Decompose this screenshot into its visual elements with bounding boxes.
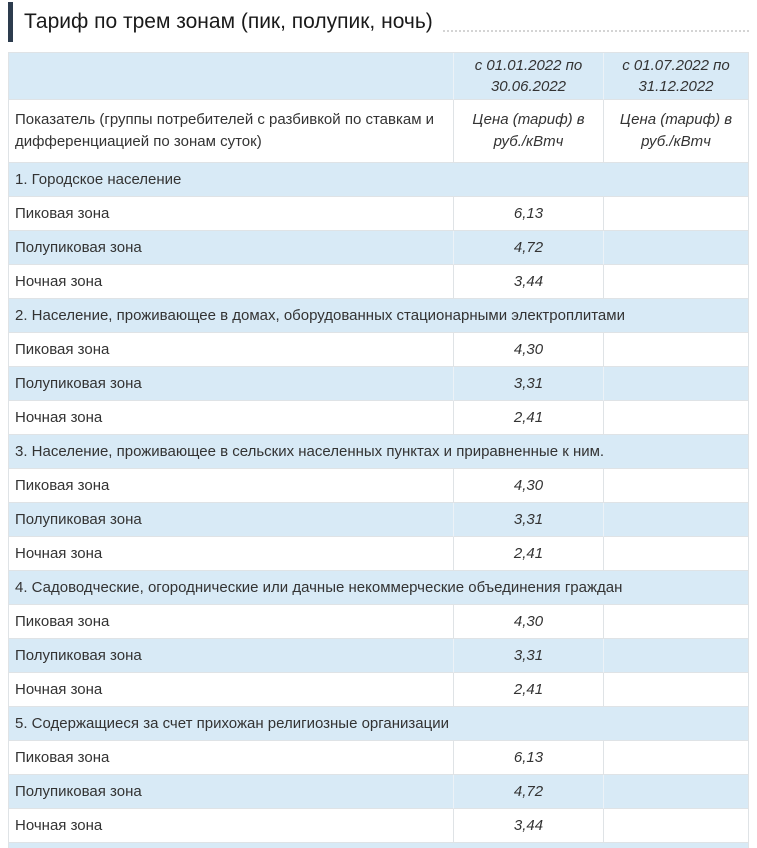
tariff-value: 3,31 xyxy=(454,367,604,401)
table-row xyxy=(9,197,749,231)
tariff-value: 2,41 xyxy=(454,401,604,435)
indicator-header: Показатель (группы потребителей с разбивкой по ставкам и дифференциацией по зонам суток) xyxy=(9,100,454,163)
tariff-value xyxy=(604,503,749,537)
zone-label: Полупиковая зона xyxy=(9,231,454,265)
table-row xyxy=(9,741,749,775)
tariff-value: 4,30 xyxy=(454,333,604,367)
tariff-value: 2,41 xyxy=(454,673,604,707)
table-row xyxy=(9,367,749,401)
section-header-row xyxy=(9,299,749,333)
tariff-value xyxy=(604,639,749,673)
tariff-value: 4,30 xyxy=(454,605,604,639)
zone-label: Ночная зона xyxy=(9,809,454,843)
table-row xyxy=(9,673,749,707)
section-title: 5. Содержащиеся за счет прихожан религиозные организации xyxy=(9,707,749,741)
tariff-value xyxy=(604,401,749,435)
unit-header-2: Цена (тариф) в руб./кВтч xyxy=(604,100,749,163)
page-title: Тариф по трем зонам (пик, полупик, ночь) xyxy=(24,10,433,33)
table-row xyxy=(9,605,749,639)
period-1-header: с 01.01.2022 по 30.06.2022 xyxy=(454,53,604,100)
partial-clipped-cell xyxy=(9,843,749,848)
tariff-value xyxy=(604,809,749,843)
tariff-value: 4,72 xyxy=(454,231,604,265)
zone-label: Полупиковая зона xyxy=(9,639,454,673)
table-row xyxy=(9,537,749,571)
partial-clipped-row xyxy=(9,843,749,848)
section-header-row xyxy=(9,571,749,605)
zone-label: Ночная зона xyxy=(9,673,454,707)
table-row xyxy=(9,401,749,435)
section-title: 2. Население, проживающее в домах, оборудованных стационарными электроплитами xyxy=(9,299,749,333)
tariff-value: 4,72 xyxy=(454,775,604,809)
table-row xyxy=(9,503,749,537)
empty-corner-cell xyxy=(9,53,454,100)
unit-header-1: Цена (тариф) в руб./кВтч xyxy=(454,100,604,163)
tariff-value: 3,31 xyxy=(454,639,604,673)
tariff-value xyxy=(604,265,749,299)
tariff-value: 3,44 xyxy=(454,809,604,843)
tariff-value: 2,41 xyxy=(454,537,604,571)
zone-label: Полупиковая зона xyxy=(9,367,454,401)
table-row xyxy=(9,775,749,809)
zone-label: Пиковая зона xyxy=(9,333,454,367)
tariff-table xyxy=(8,52,749,848)
title-accent-bar xyxy=(8,2,13,42)
table-row xyxy=(9,231,749,265)
tariff-value xyxy=(604,775,749,809)
tariff-value xyxy=(604,333,749,367)
period-header-row xyxy=(9,53,749,100)
zone-label: Пиковая зона xyxy=(9,469,454,503)
tariff-value xyxy=(604,605,749,639)
tariff-value: 3,44 xyxy=(454,265,604,299)
tariff-value: 6,13 xyxy=(454,197,604,231)
page-header xyxy=(0,0,757,52)
section-title: 4. Садоводческие, огороднические или дачные некоммерческие объединения граждан xyxy=(9,571,749,605)
tariff-value xyxy=(604,673,749,707)
zone-label: Пиковая зона xyxy=(9,741,454,775)
dotted-rule xyxy=(443,0,749,32)
zone-label: Ночная зона xyxy=(9,401,454,435)
tariff-value xyxy=(604,231,749,265)
table-row xyxy=(9,333,749,367)
zone-label: Ночная зона xyxy=(9,537,454,571)
indicator-header-row xyxy=(9,100,749,163)
zone-label: Полупиковая зона xyxy=(9,503,454,537)
section-title: 3. Население, проживающее в сельских населенных пунктах и приравненные к ним. xyxy=(9,435,749,469)
tariff-value xyxy=(604,741,749,775)
zone-label: Ночная зона xyxy=(9,265,454,299)
tariff-value xyxy=(604,537,749,571)
tariff-value: 6,13 xyxy=(454,741,604,775)
zone-label: Пиковая зона xyxy=(9,197,454,231)
section-header-row xyxy=(9,707,749,741)
tariff-value xyxy=(604,197,749,231)
tariff-value: 3,31 xyxy=(454,503,604,537)
table-row xyxy=(9,809,749,843)
tariff-value: 4,30 xyxy=(454,469,604,503)
tariff-value xyxy=(604,367,749,401)
period-2-header: с 01.07.2022 по 31.12.2022 xyxy=(604,53,749,100)
tariff-value xyxy=(604,469,749,503)
table-row xyxy=(9,265,749,299)
zone-label: Пиковая зона xyxy=(9,605,454,639)
section-header-row xyxy=(9,163,749,197)
table-row xyxy=(9,639,749,673)
table-row xyxy=(9,469,749,503)
section-header-row xyxy=(9,435,749,469)
zone-label: Полупиковая зона xyxy=(9,775,454,809)
section-title: 1. Городское население xyxy=(9,163,749,197)
